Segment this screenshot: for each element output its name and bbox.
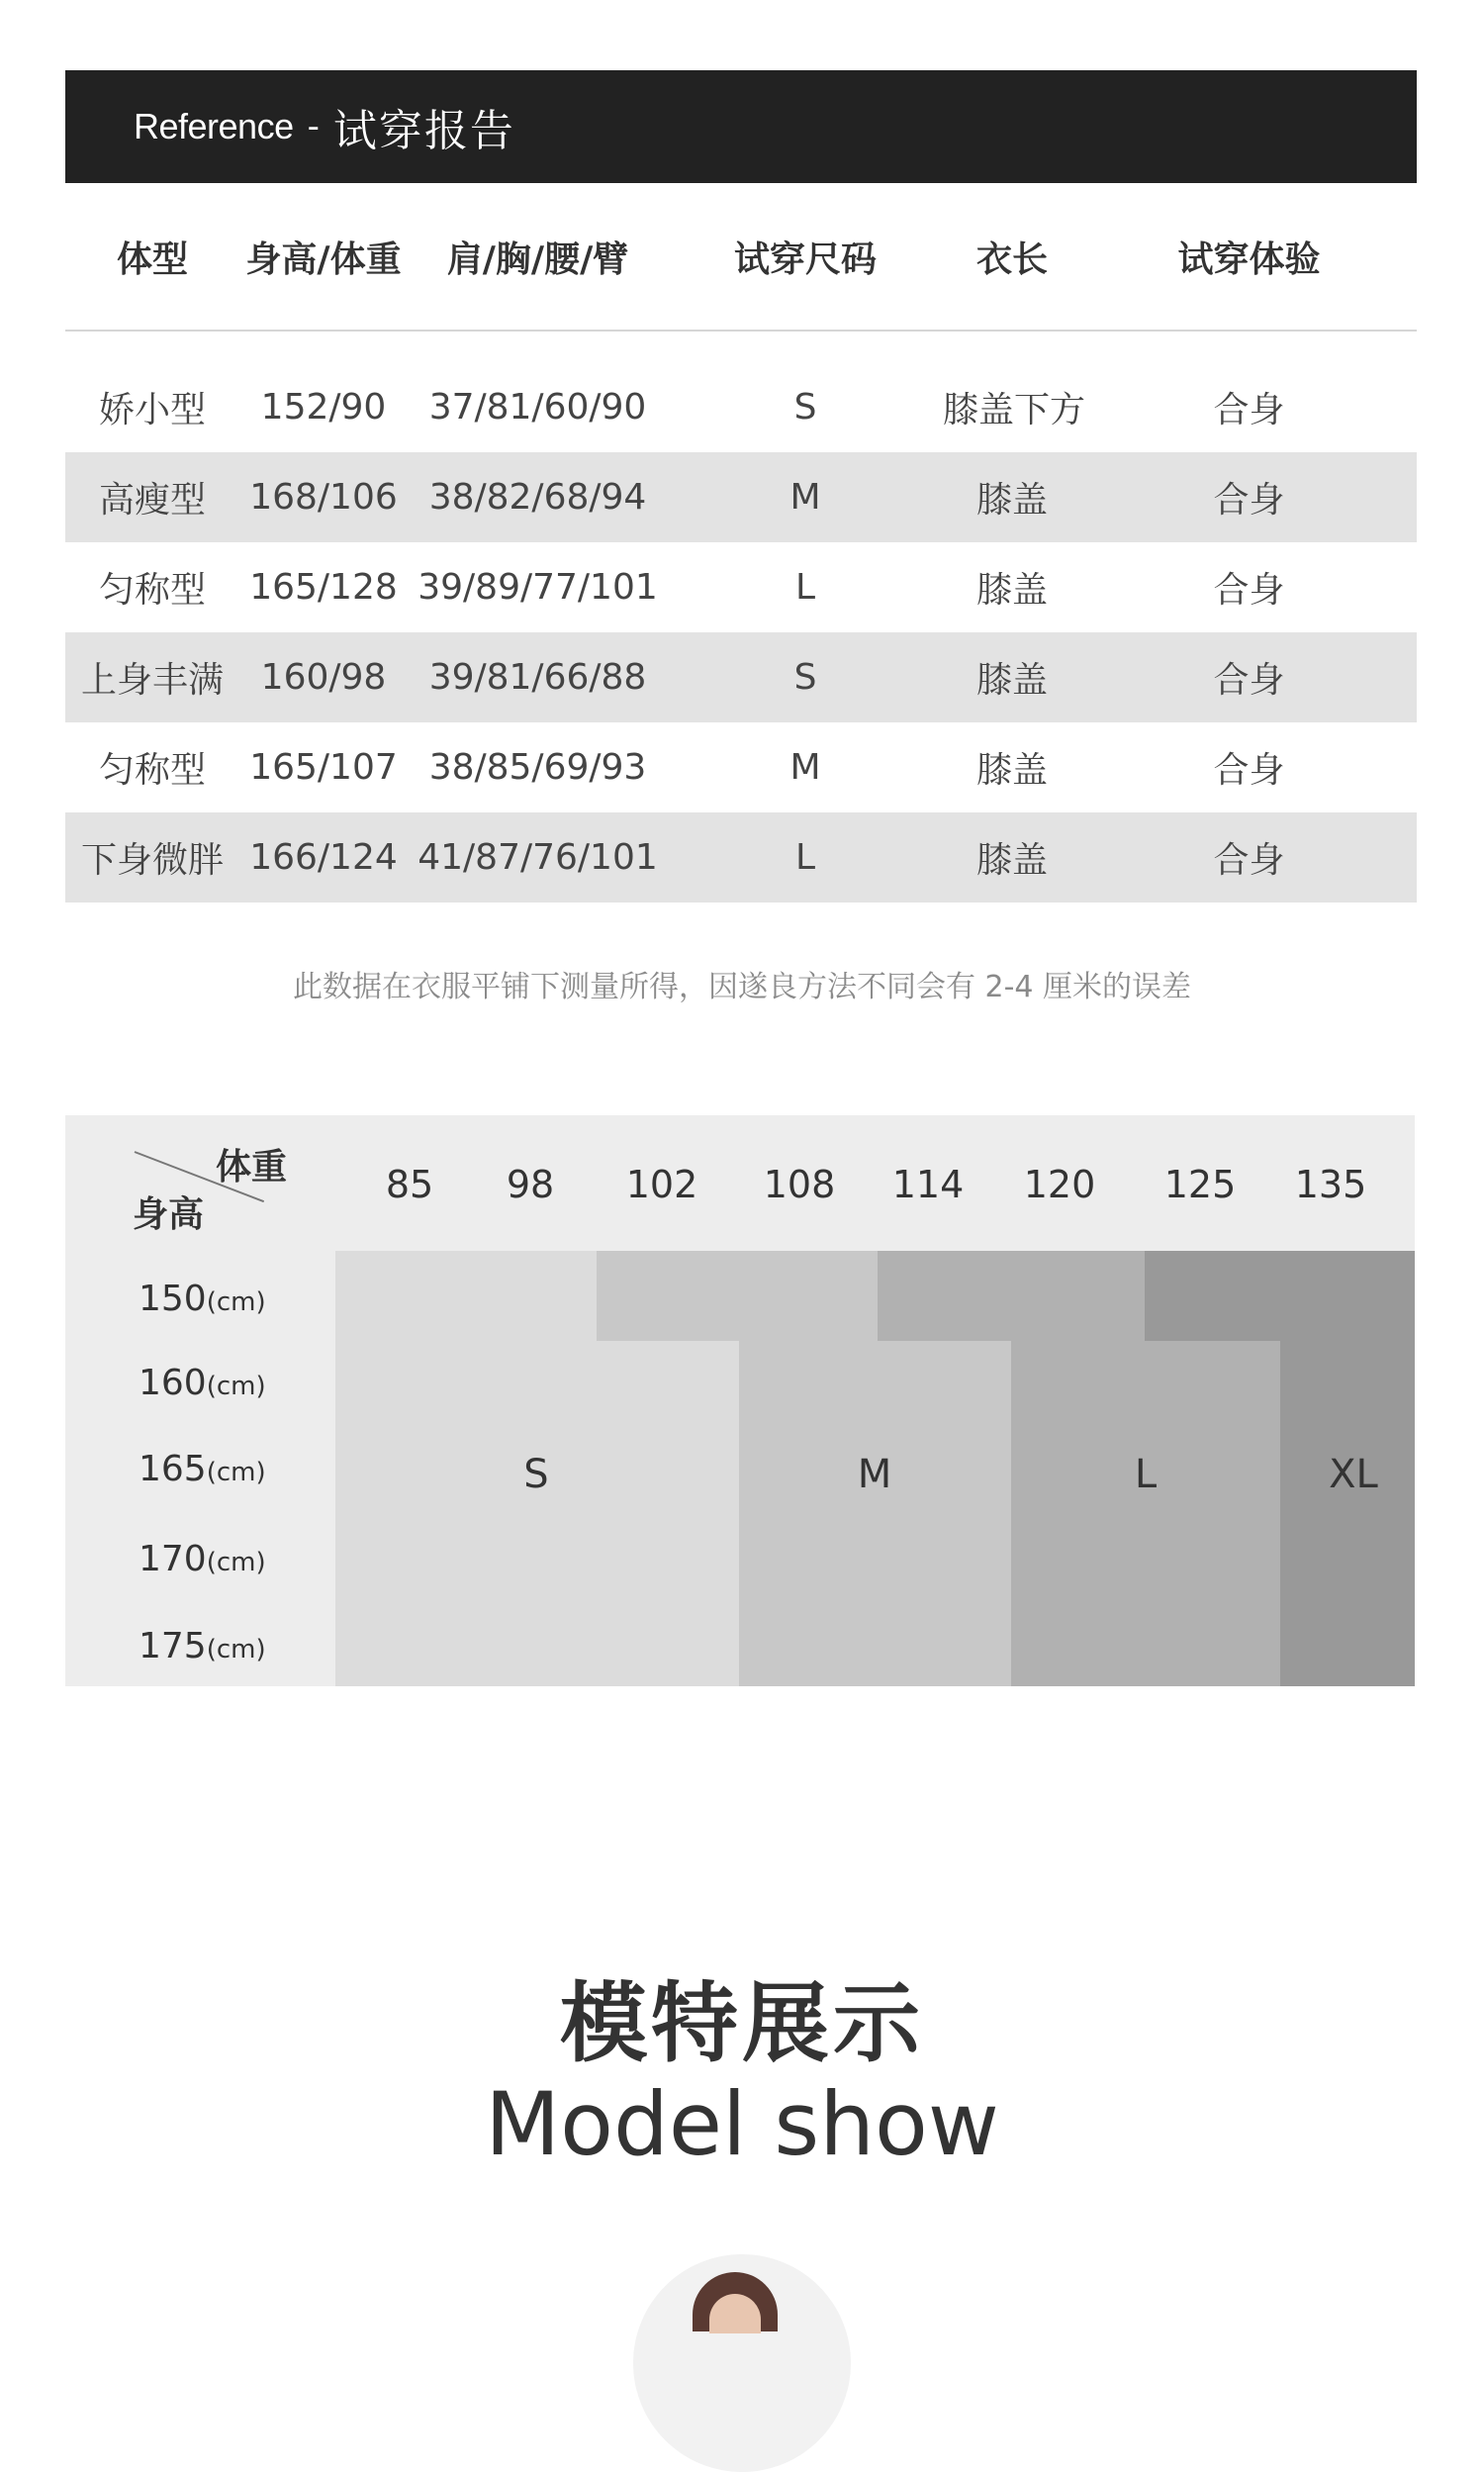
cell-length: 膝盖 [975, 840, 1048, 881]
model-title-cn: 模特展示 [559, 1972, 924, 2074]
weight-axis-label: 体重 [216, 1147, 288, 1188]
height-tick: 160(cm) [139, 1363, 266, 1403]
header-height-weight: 身高/体重 [245, 238, 402, 280]
cell-measurements: 39/81/66/88 [428, 657, 647, 698]
cell-height-weight: 165/107 [249, 747, 398, 788]
height-tick: 175(cm) [139, 1626, 266, 1666]
header-size: 试穿尺码 [733, 238, 877, 280]
zone-l-top [878, 1251, 1145, 1341]
report-title-en: Reference [134, 106, 294, 146]
cell-height-weight: 166/124 [249, 837, 398, 878]
report-title-cn: 试穿报告 [332, 106, 515, 156]
table-row [65, 722, 1417, 812]
report-title-separator: - [307, 107, 320, 146]
height-axis-label: 身高 [133, 1194, 205, 1235]
height-tick: 150(cm) [139, 1279, 266, 1319]
model-title-en: Model show [485, 2073, 999, 2175]
cell-experience: 合身 [1213, 750, 1285, 791]
fitting-report-table [65, 183, 1417, 903]
weight-tick: 135 [1294, 1163, 1367, 1206]
zone-m [739, 1341, 1011, 1686]
size-label-xl: XL [1329, 1452, 1378, 1497]
cell-size: M [789, 747, 821, 788]
cell-measurements: 41/87/76/101 [417, 837, 658, 878]
cell-body-type: 高瘦型 [98, 480, 206, 521]
table-row [65, 452, 1417, 542]
cell-experience: 合身 [1213, 570, 1285, 611]
header-body-type: 体型 [116, 238, 188, 280]
size-label-l: L [1134, 1452, 1158, 1497]
table-row [65, 812, 1417, 903]
cell-measurements: 38/82/68/94 [428, 477, 647, 518]
cell-height-weight: 165/128 [249, 567, 398, 608]
cell-height-weight: 152/90 [260, 387, 387, 428]
report-header-bar [65, 70, 1417, 183]
header-experience: 试穿体验 [1177, 238, 1321, 280]
weight-tick: 125 [1163, 1163, 1237, 1206]
cell-length: 膝盖下方 [943, 390, 1086, 430]
height-tick: 170(cm) [139, 1539, 266, 1579]
cell-body-type: 娇小型 [98, 390, 206, 430]
cell-height-weight: 160/98 [260, 657, 387, 698]
table-row [65, 362, 1417, 452]
weight-tick: 85 [385, 1163, 434, 1206]
cell-experience: 合身 [1213, 390, 1285, 430]
height-tick: 165(cm) [139, 1449, 266, 1489]
cell-size: L [794, 837, 816, 878]
cell-length: 膝盖 [975, 750, 1048, 791]
cell-measurements: 39/89/77/101 [417, 567, 658, 608]
weight-tick: 120 [1023, 1163, 1096, 1206]
cell-experience: 合身 [1213, 660, 1285, 701]
zone-xl [1280, 1341, 1415, 1686]
cell-body-type: 上身丰满 [80, 660, 224, 701]
weight-tick: 102 [625, 1163, 698, 1206]
weight-tick: 114 [891, 1163, 965, 1206]
cell-experience: 合身 [1213, 480, 1285, 521]
table-header-row [65, 183, 1417, 332]
cell-measurements: 37/81/60/90 [428, 387, 647, 428]
cell-size: S [793, 657, 817, 698]
cell-body-type: 下身微胖 [80, 840, 224, 881]
zone-xl-top [1145, 1251, 1415, 1341]
header-length: 衣长 [975, 238, 1048, 280]
header-measurements: 肩/胸/腰/臂 [446, 238, 629, 280]
zone-m-top [597, 1251, 878, 1341]
table-row [65, 542, 1417, 632]
cell-length: 膝盖 [975, 480, 1048, 521]
weight-tick: 108 [763, 1163, 836, 1206]
cell-height-weight: 168/106 [249, 477, 398, 518]
cell-body-type: 匀称型 [98, 750, 206, 791]
size-chart-header [65, 1115, 1415, 1251]
zone-l [1011, 1341, 1280, 1686]
cell-body-type: 匀称型 [98, 570, 206, 611]
cell-measurements: 38/85/69/93 [428, 747, 647, 788]
cell-size: M [789, 477, 821, 518]
size-label-s: S [523, 1452, 549, 1497]
cell-length: 膝盖 [975, 660, 1048, 701]
size-label-m: M [857, 1452, 892, 1497]
table-row [65, 632, 1417, 722]
size-chart [65, 1115, 1415, 1686]
measurement-note: 此数据在衣服平铺下测量所得，因遂良方法不同会有 2-4 厘米的误差 [292, 970, 1192, 1004]
cell-size: S [793, 387, 817, 428]
weight-tick: 98 [506, 1163, 555, 1206]
cell-size: L [794, 567, 816, 608]
cell-experience: 合身 [1213, 840, 1285, 881]
cell-length: 膝盖 [975, 570, 1048, 611]
